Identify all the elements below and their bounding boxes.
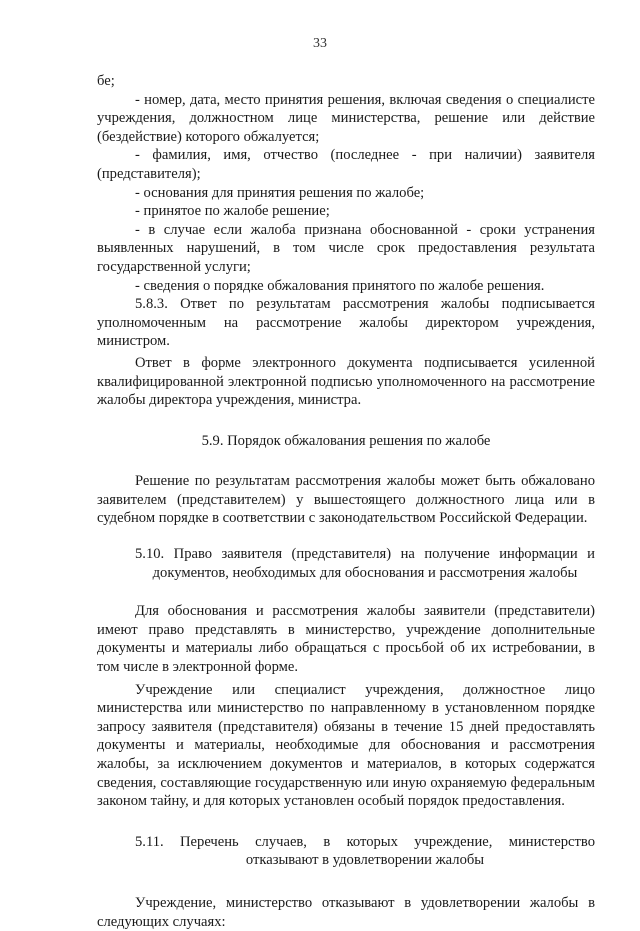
paragraph: 5.8.3. Ответ по результатам рассмотрения жалобы подписывается уполномоченным на рассмотрение жалобы директором учреждения, министром. [97, 296, 595, 350]
section-heading: 5.11. Перечень случаев, в которых учреждение, министерство отказывают в удовлетворении жалобы [135, 833, 595, 869]
paragraph: Учреждение, министерство отказывают в удовлетворении жалобы в следующих случаях: [97, 894, 595, 930]
paragraph: бе; [97, 73, 115, 89]
document-body [97, 72, 595, 931]
paragraph: Учреждение или специалист учреждения, должностное лицо министерства или министерство по направленному в установленном порядке запросу заявителя (представителя) обязаны в течение 15 дней предоставлять документы и материалы, необходимые для обоснования и рассмотрения жалобы, за исключением документов и материалов, в которых содержатся сведения, составляющие государственную или иную охраняемую федеральным законом тайну, и для которых установлен особый порядок предоставления. [97, 681, 595, 810]
paragraph: Для обоснования и рассмотрения жалобы заявители (представители) имеют право представлять в министерство, учреждение дополнительные документы и материалы либо обращаться с просьбой об их истребовании, в том числе в электронной форме. [97, 603, 595, 676]
list-item: - основания для принятия решения по жалобе; [135, 184, 425, 201]
list-item: - в случае если жалоба признана обоснованной - сроки устранения выявленных нарушений, в том числе срок предоставления результата государственной услуги; [97, 221, 595, 275]
section-heading: 5.9. Порядок обжалования решения по жалобе [201, 432, 491, 449]
section-heading: 5.10. Право заявителя (представителя) на получение информации и документов, необходимых для обоснования и рассмотрения жалобы [135, 546, 595, 581]
page-number: 33 [313, 36, 327, 51]
list-item: - номер, дата, место принятия решения, включая сведения о специалисте учреждения, должностном лице министерства, решение или действие (бездействие) которого обжалуется; [97, 91, 595, 145]
list-item: - сведения о порядке обжалования принятого по жалобе решения. [135, 277, 545, 294]
paragraph: Решение по результатам рассмотрения жалобы может быть обжаловано заявителем (представителем) у вышестоящего должностного лица или в судебном порядке в соответствии с законодательством Российской Федерации. [97, 473, 595, 527]
list-item: - принятое по жалобе решение; [135, 203, 330, 220]
list-item: - фамилия, имя, отчество (последнее - при наличии) заявителя (представителя); [97, 147, 595, 182]
paragraph: Ответ в форме электронного документа подписывается усиленной квалифицированной электронной подписью уполномоченного на рассмотрение жалобы директора учреждения, министра. [97, 354, 595, 409]
